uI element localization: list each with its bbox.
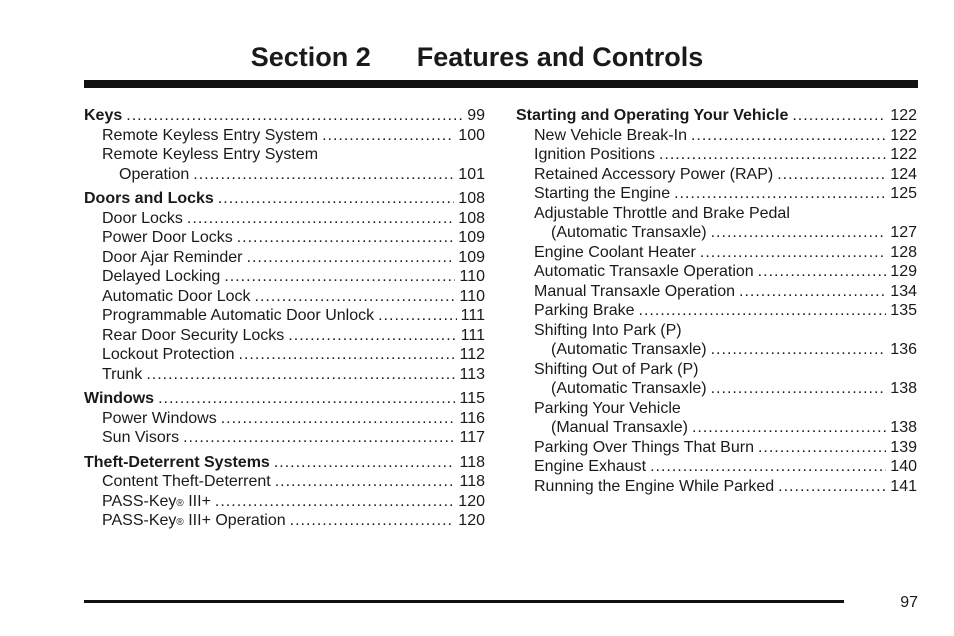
- leader-dots: [739, 282, 886, 302]
- leader-dots: [288, 326, 456, 346]
- leader-dots: [146, 365, 455, 385]
- toc-entry: [516, 379, 917, 399]
- toc-entry: [84, 126, 485, 146]
- toc-page-number: 129: [890, 263, 917, 280]
- toc-entry-label: (Automatic Transaxle): [551, 380, 707, 397]
- leader-dots: [221, 409, 456, 429]
- section-number: Section 2: [250, 42, 371, 72]
- toc-page-number: 118: [459, 473, 485, 490]
- toc-entry: [84, 365, 485, 385]
- toc-page-number: 110: [459, 287, 485, 305]
- toc-entry-label: Trunk: [102, 365, 143, 383]
- toc-page-number: 127: [890, 224, 917, 241]
- leader-dots: [193, 165, 454, 185]
- leader-dots: [224, 267, 455, 287]
- leader-dots: [218, 189, 454, 209]
- toc-page-number: 115: [459, 390, 485, 407]
- toc-entry: [84, 428, 485, 448]
- toc-entry-label: (Automatic Transaxle): [551, 224, 707, 241]
- toc-entry-label: (Automatic Transaxle): [551, 341, 707, 358]
- toc-entry: [84, 209, 485, 229]
- footer-rule: [84, 600, 844, 603]
- toc-entry-label: Door Locks: [102, 209, 183, 227]
- toc-page-number: 135: [890, 302, 917, 319]
- toc-page-number: 124: [890, 165, 917, 183]
- toc-page-number: 120: [458, 512, 485, 529]
- toc-entry-label: Programmable Automatic Door Unlock: [102, 307, 375, 324]
- leader-dots: [711, 379, 887, 399]
- leader-dots: [255, 287, 456, 307]
- toc-page-number: 128: [890, 243, 917, 261]
- toc-page-number: 112: [459, 346, 485, 363]
- toc-section-entry: [84, 106, 485, 126]
- toc-entry-label: Engine Exhaust: [534, 458, 647, 475]
- toc-entry: [84, 472, 485, 492]
- leader-dots: [758, 438, 886, 458]
- toc-page-number: 134: [890, 282, 917, 300]
- toc-entry-label: Power Door Locks: [102, 229, 233, 246]
- toc-entry-label: Ignition Positions: [534, 146, 655, 163]
- toc-entry-label: Remote Keyless Entry System: [102, 146, 319, 163]
- toc-entry: [516, 145, 917, 165]
- toc-entry: [84, 306, 485, 326]
- toc-entry: [84, 228, 485, 248]
- toc-entry: [516, 301, 917, 321]
- toc-entry: [516, 340, 917, 360]
- toc-entry: [516, 184, 917, 204]
- toc-page-number: 122: [890, 126, 917, 144]
- toc-entry-label: Remote Keyless Entry System: [102, 126, 319, 144]
- toc-section-entry: [516, 106, 917, 126]
- leader-dots: [711, 340, 887, 360]
- toc-page-number: 101: [458, 165, 485, 183]
- leader-dots: [239, 345, 456, 365]
- leader-dots: [711, 223, 887, 243]
- toc-entry-label: Parking Your Vehicle: [534, 399, 681, 417]
- section-title: Features and Controls: [416, 42, 704, 72]
- toc-entry: [84, 267, 485, 287]
- toc-page-number: 122: [890, 107, 917, 124]
- toc-entry-label: Delayed Locking: [102, 268, 221, 285]
- toc-entry-label: Parking Over Things That Burn: [534, 438, 754, 456]
- toc-section-entry: [84, 189, 485, 209]
- toc-entry-label: Power Windows: [102, 409, 217, 427]
- leader-dots: [778, 477, 886, 497]
- toc-page-number: 117: [459, 429, 485, 446]
- toc-entry: [516, 223, 917, 243]
- leader-dots: [659, 145, 886, 165]
- toc-page-number: 109: [458, 229, 485, 246]
- toc-entry-label: Doors and Locks: [84, 190, 214, 207]
- toc-entry: [84, 248, 485, 268]
- toc-entry: PASS-Key ® III+ Operation ..... 120: [84, 511, 485, 531]
- toc-entry: PASS-Key ® III+ ..... 120: [84, 492, 485, 512]
- toc-entry: [516, 262, 917, 282]
- toc-entry-label: Windows: [84, 390, 155, 407]
- toc-entry-label: Retained Accessory Power (RAP): [534, 165, 774, 183]
- toc-entry-label: Running the Engine While Parked: [534, 477, 775, 495]
- toc-entry: [516, 438, 917, 458]
- toc-entry: [516, 126, 917, 146]
- toc-entry-label: New Vehicle Break-In: [534, 126, 687, 144]
- toc-page-number: 111: [460, 307, 485, 324]
- toc-entry-label: Keys: [84, 107, 123, 124]
- leader-dots: [692, 418, 886, 438]
- toc-entry-label: Content Theft-Deterrent: [102, 473, 271, 490]
- toc-entry-label: Theft-Deterrent Systems: [84, 453, 270, 471]
- toc-entry-label: Door Ajar Reminder: [102, 248, 243, 266]
- toc-page-number: 111: [460, 326, 485, 344]
- toc-entry: [84, 409, 485, 429]
- header-rule: [84, 80, 918, 88]
- toc-page-number: 138: [890, 419, 917, 436]
- toc-entry: [84, 345, 485, 365]
- toc-page-number: 138: [890, 380, 917, 397]
- toc-entry-label: Starting the Engine: [534, 185, 671, 202]
- toc-page-number: 140: [890, 458, 917, 475]
- toc-page-number: 120: [458, 492, 485, 510]
- toc-page-number: 108: [458, 190, 485, 207]
- toc-entry-label: Engine Coolant Heater: [534, 243, 696, 261]
- leader-dots: [691, 126, 886, 146]
- toc-entry-label: PASS-Key: [102, 512, 177, 529]
- leader-dots: [639, 301, 887, 321]
- toc-page-number: 136: [890, 341, 917, 358]
- toc-entry-label: Shifting Out of Park (P): [534, 360, 699, 378]
- toc-entry: [516, 165, 917, 185]
- toc-entry: [84, 145, 485, 165]
- leader-dots: [322, 126, 454, 146]
- toc-column-right: [516, 106, 917, 496]
- toc-column-left: [84, 106, 485, 531]
- toc-entry-label: Shifting Into Park (P): [534, 321, 682, 339]
- toc-entry-label: Operation: [119, 165, 190, 183]
- leader-dots: [183, 428, 455, 448]
- toc-entry-label-suffix: III+ Operation: [183, 512, 286, 529]
- toc-entry-label: (Manual Transaxle): [551, 419, 688, 436]
- toc-entry-label: Automatic Door Lock: [102, 287, 251, 305]
- toc-page-number: 139: [890, 438, 917, 456]
- toc-page-number: 100: [458, 126, 485, 144]
- toc-page-number: 108: [458, 209, 485, 227]
- leader-dots: [187, 209, 454, 229]
- toc-entry: [516, 477, 917, 497]
- leader-dots: [158, 389, 455, 409]
- toc-section-entry: [84, 389, 485, 409]
- leader-dots: [792, 106, 886, 126]
- toc-entry-label: Rear Door Security Locks: [102, 326, 285, 344]
- toc-entry: [516, 418, 917, 438]
- toc-entry-label: Manual Transaxle Operation: [534, 282, 735, 300]
- toc-entry-label: Starting and Operating Your Vehicle: [516, 107, 789, 124]
- toc-page-number: 125: [890, 185, 917, 202]
- toc-entry: [516, 457, 917, 477]
- toc-page-number: 118: [459, 453, 485, 471]
- leader-dots: [274, 453, 456, 473]
- toc-page-number: 113: [459, 365, 485, 383]
- toc-entry: [516, 243, 917, 263]
- toc-page-number: 110: [459, 268, 485, 285]
- toc-entry: [516, 321, 917, 341]
- toc-entry: [516, 399, 917, 419]
- page-number: 97: [900, 594, 918, 611]
- toc-page-number: 141: [890, 477, 917, 495]
- toc-entry-label: Adjustable Throttle and Brake Pedal: [534, 204, 790, 222]
- toc-entry: [84, 287, 485, 307]
- page-title: [0, 42, 954, 73]
- leader-dots: [215, 492, 454, 512]
- leader-dots: [650, 457, 886, 477]
- toc-page-number: 109: [458, 248, 485, 266]
- leader-dots: [126, 106, 463, 126]
- toc-page-number: 99: [467, 107, 485, 124]
- toc-entry: [516, 204, 917, 224]
- leader-dots: [275, 472, 456, 492]
- toc-entry-label: PASS-Key: [102, 492, 177, 510]
- toc-section-entry: [84, 453, 485, 473]
- leader-dots: [700, 243, 886, 263]
- leader-dots: [290, 511, 455, 531]
- toc-page-number: 116: [459, 409, 485, 427]
- leader-dots: [247, 248, 455, 268]
- toc-page-number: 122: [890, 146, 917, 163]
- leader-dots: [378, 306, 457, 326]
- toc-entry: [516, 360, 917, 380]
- leader-dots: [777, 165, 886, 185]
- toc-entry: [84, 165, 485, 185]
- toc-entry-label-suffix: III+: [183, 492, 211, 510]
- leader-dots: [758, 262, 887, 282]
- leader-dots: [237, 228, 455, 248]
- toc-entry-label: Sun Visors: [102, 429, 180, 446]
- leader-dots: [674, 184, 886, 204]
- toc-entry-label: Lockout Protection: [102, 346, 235, 363]
- toc-entry-label: Parking Brake: [534, 302, 635, 319]
- toc-entry-label: Automatic Transaxle Operation: [534, 263, 754, 280]
- toc-entry: [84, 326, 485, 346]
- toc-entry: [516, 282, 917, 302]
